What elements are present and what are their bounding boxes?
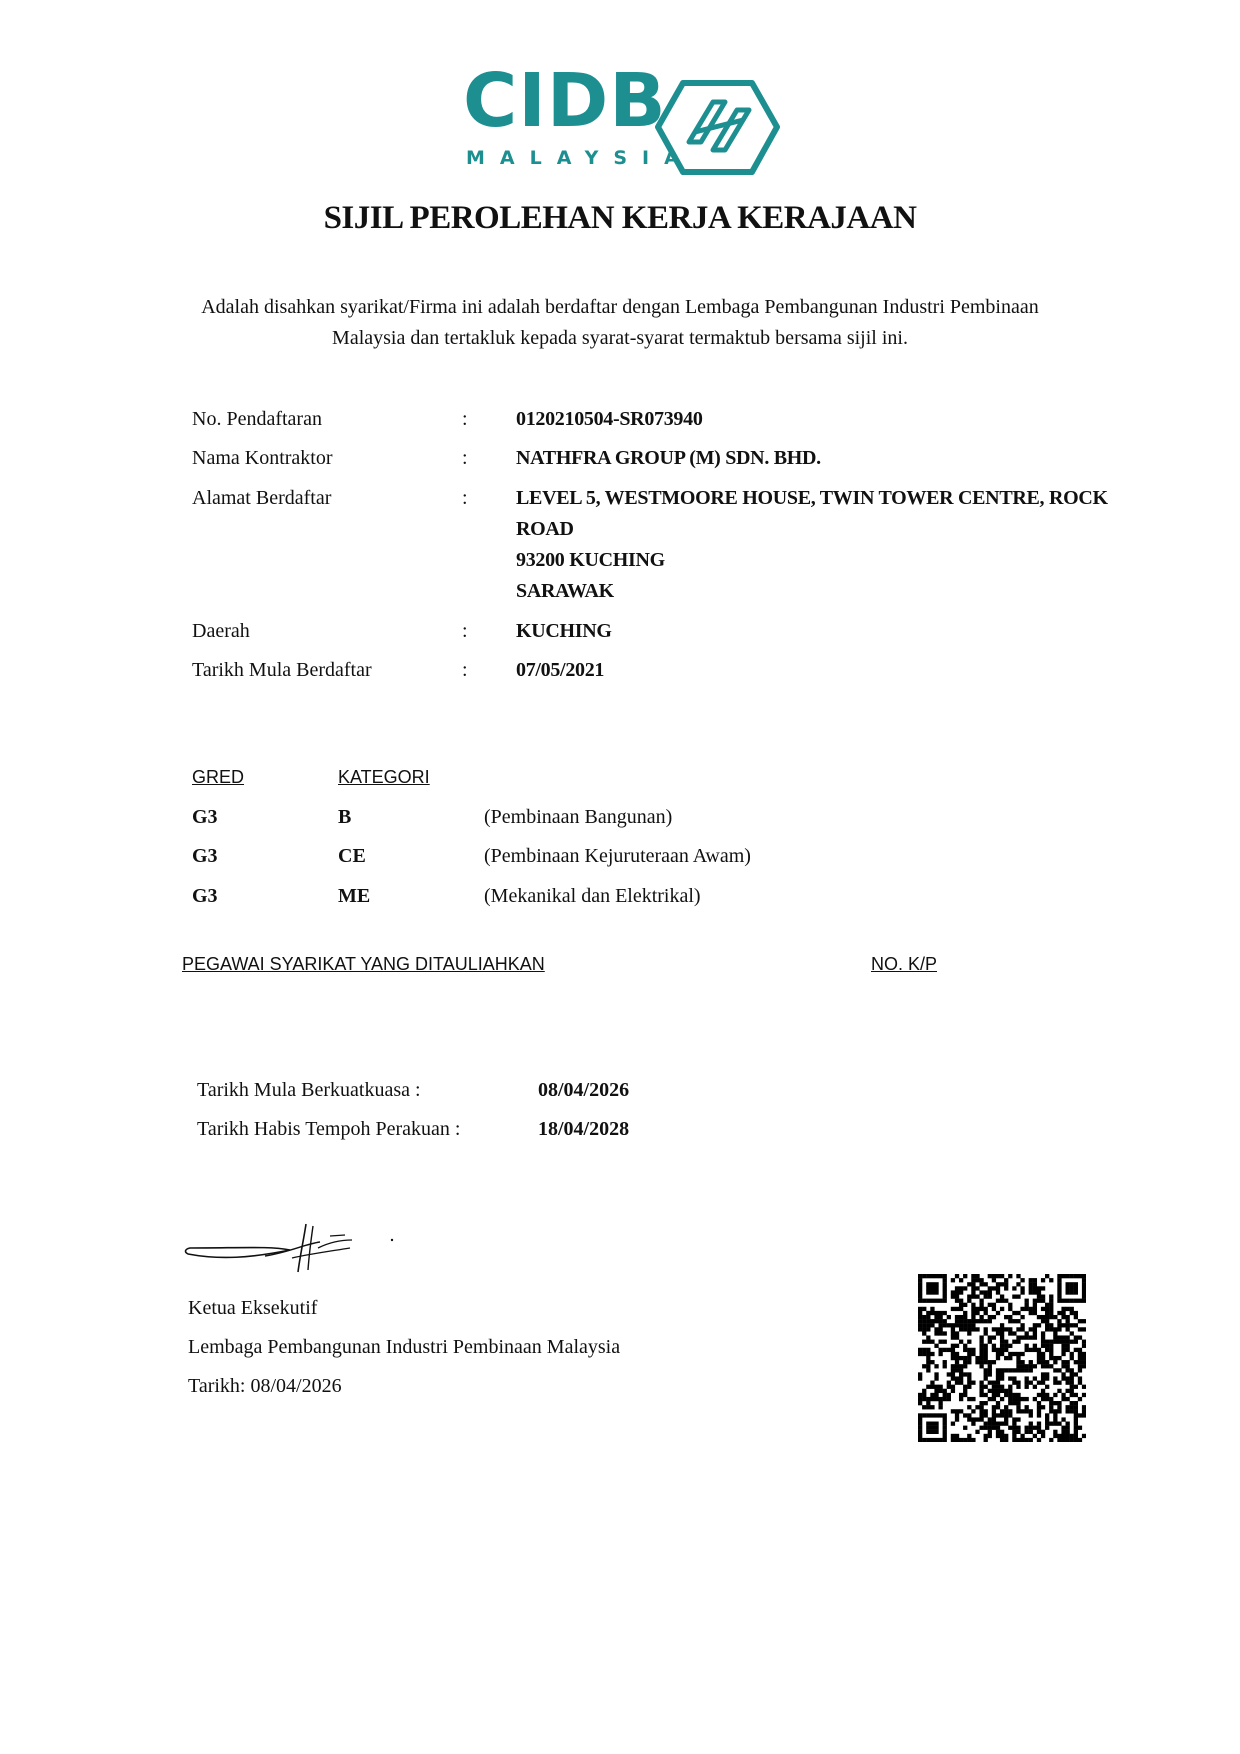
grade-row-3-grade: G3 bbox=[192, 885, 218, 907]
intro-line-1: Adalah disahkan syarikat/Firma ini adalah berdaftar dengan Lembaga Pembangunan Industri Pembinaan bbox=[201, 296, 1039, 318]
registration-label: No. Pendaftaran bbox=[192, 408, 322, 430]
grade-header: GRED bbox=[192, 767, 245, 787]
signatory-position: Ketua Eksekutif bbox=[188, 1297, 318, 1319]
address-line-4: SARAWAK bbox=[516, 580, 614, 602]
qr-code-icon bbox=[918, 1274, 1086, 1442]
district-value: KUCHING bbox=[516, 620, 612, 642]
signatory-organization: Lembaga Pembangunan Industri Pembinaan Malaysia bbox=[188, 1336, 621, 1358]
expiry-date-value: 18/04/2028 bbox=[538, 1118, 630, 1140]
district-label: Daerah bbox=[192, 620, 250, 642]
start-date-value: 07/05/2021 bbox=[516, 659, 605, 681]
effective-date-label: Tarikh Mula Berkuatkuasa : bbox=[197, 1079, 421, 1101]
grade-row-1-description: (Pembinaan Bangunan) bbox=[484, 806, 673, 828]
certificate-title: SIJIL PEROLEHAN KERJA KERAJAAN bbox=[323, 200, 917, 236]
start-date-label: Tarikh Mula Berdaftar bbox=[192, 659, 372, 681]
address-label: Alamat Berdaftar bbox=[192, 487, 332, 509]
logo-country: MALAYSIA bbox=[466, 147, 694, 169]
grade-row-2-description: (Pembinaan Kejuruteraan Awam) bbox=[484, 845, 751, 867]
address-line-2: ROAD bbox=[516, 518, 574, 540]
signatory-date: Tarikh: 08/04/2026 bbox=[188, 1375, 342, 1397]
colon: : bbox=[462, 659, 468, 681]
grade-row-3-category: ME bbox=[338, 885, 371, 907]
ic-number-header: NO. K/P bbox=[871, 954, 938, 974]
category-header: KATEGORI bbox=[338, 767, 430, 787]
registration-value: 0120210504-SR073940 bbox=[516, 408, 703, 430]
grade-row-1-category: B bbox=[338, 806, 352, 828]
cidb-hexagon-logo-icon bbox=[655, 80, 780, 175]
effective-date-value: 08/04/2026 bbox=[538, 1079, 630, 1101]
colon: : bbox=[462, 447, 468, 469]
contractor-label: Nama Kontraktor bbox=[192, 447, 333, 469]
address-line-3: 93200 KUCHING bbox=[516, 549, 665, 571]
address-line-1: LEVEL 5, WESTMOORE HOUSE, TWIN TOWER CENTRE, ROCK bbox=[516, 487, 1108, 509]
intro-line-2: Malaysia dan tertakluk kepada syarat-syarat termaktub bersama sijil ini. bbox=[332, 327, 908, 349]
grade-row-2-grade: G3 bbox=[192, 845, 218, 867]
logo-wordmark: CIDB bbox=[463, 58, 667, 144]
expiry-date-label: Tarikh Habis Tempoh Perakuan : bbox=[197, 1118, 461, 1140]
colon: : bbox=[462, 487, 468, 509]
contractor-value: NATHFRA GROUP (M) SDN. BHD. bbox=[516, 447, 821, 469]
grade-row-2-category: CE bbox=[338, 845, 366, 867]
grade-row-3-description: (Mekanikal dan Elektrikal) bbox=[484, 885, 701, 907]
grade-row-1-grade: G3 bbox=[192, 806, 218, 828]
signature-icon bbox=[180, 1218, 400, 1278]
colon: : bbox=[462, 408, 468, 430]
colon: : bbox=[462, 620, 468, 642]
officer-header: PEGAWAI SYARIKAT YANG DITAULIAHKAN bbox=[182, 954, 545, 974]
